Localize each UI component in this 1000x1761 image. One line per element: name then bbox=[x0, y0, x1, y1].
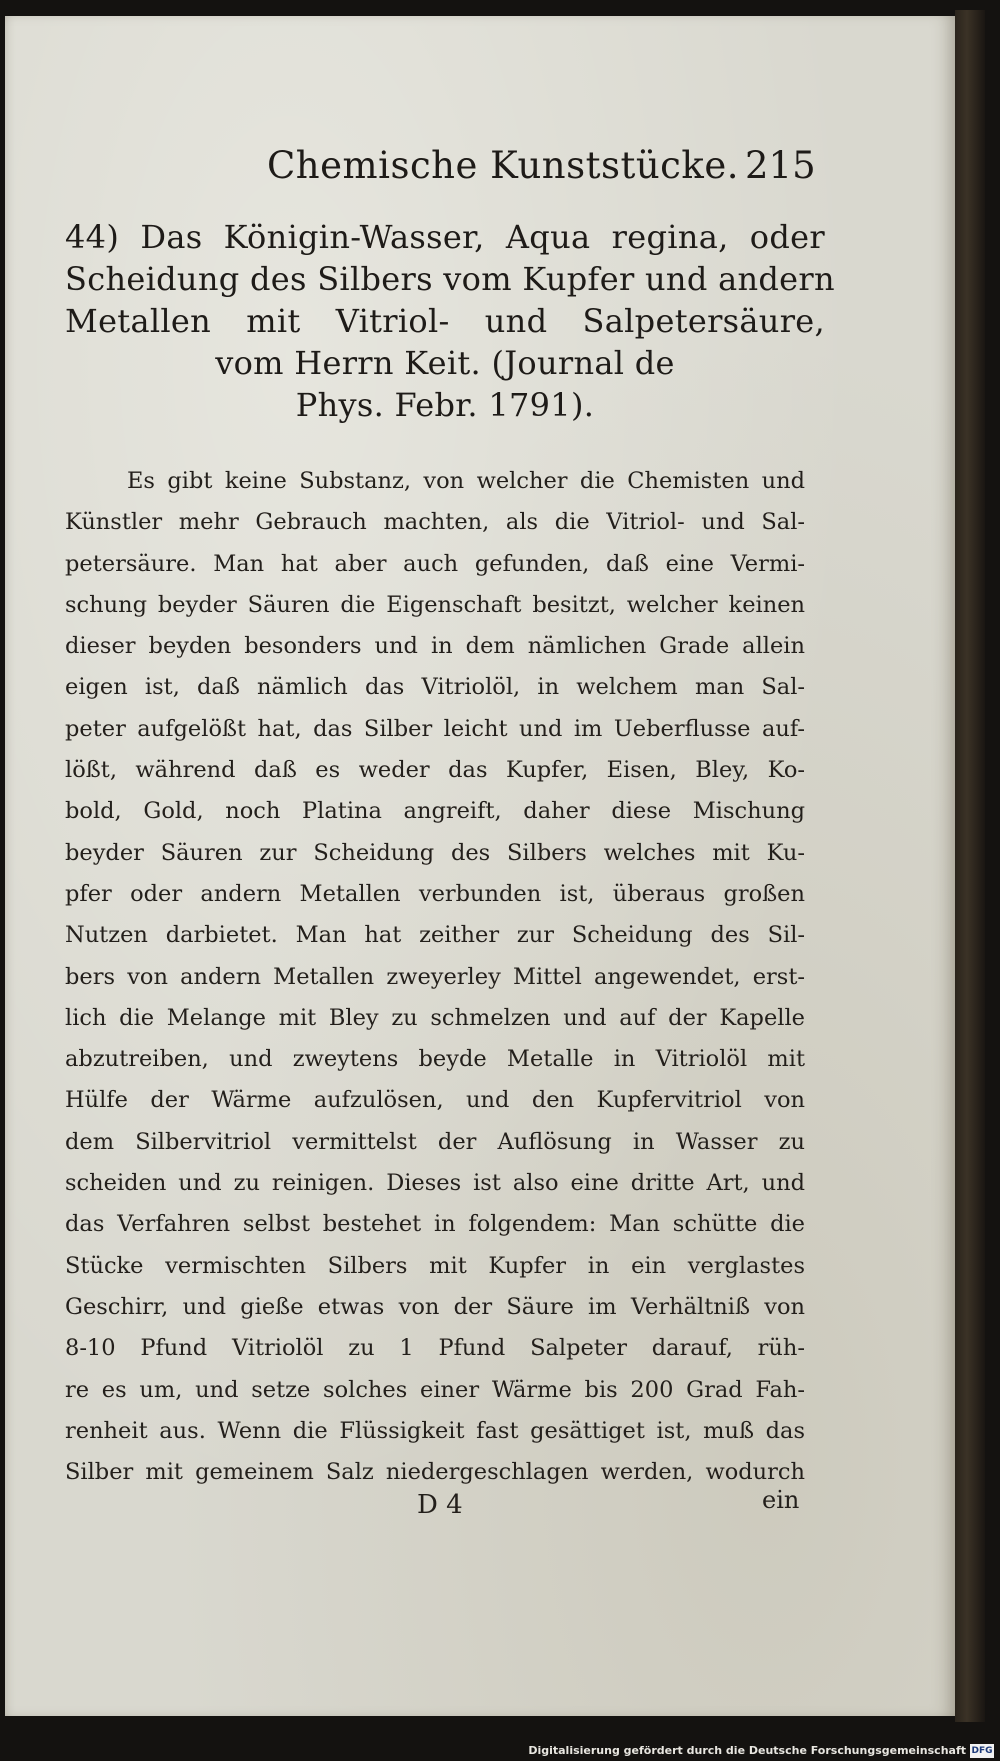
body-line: lich die Melange mit Bley zu schmelzen und auf der Kapelle bbox=[65, 1004, 805, 1031]
body-line: dieser beyden besonders und in dem nämlichen Grade allein bbox=[65, 633, 805, 660]
signature-mark: D 4 bbox=[417, 1490, 463, 1520]
body-line: Stücke vermischten Silbers mit Kupfer in ein verglastes bbox=[65, 1252, 805, 1279]
running-head bbox=[5, 144, 955, 194]
body-line: beyder Säuren zur Scheidung des Silbers welches mit Ku- bbox=[65, 839, 805, 866]
body-line: eigen ist, daß nämlich das Vitriolöl, in welchem man Sal- bbox=[65, 674, 805, 701]
body-line: Silber mit gemeinem Salz niedergeschlagen werden, wodurch bbox=[65, 1459, 805, 1486]
body-line: Geschirr, und gieße etwas von der Säure im Verhältniß von bbox=[65, 1293, 805, 1320]
body-line: Nutzen darbietet. Man hat zeither zur Scheidung des Sil- bbox=[65, 922, 805, 949]
heading-line: Scheidung des Silbers vom Kupfer und andern bbox=[65, 260, 835, 298]
body-line: 8-10 Pfund Vitriolöl zu 1 Pfund Salpeter darauf, rüh- bbox=[65, 1335, 805, 1362]
body-line: Hülfe der Wärme aufzulösen, und den Kupfervitriol von bbox=[65, 1087, 805, 1114]
body-line: peter aufgelößt hat, das Silber leicht und im Ueberflusse auf- bbox=[65, 715, 805, 742]
body-line: re es um, und setze solches einer Wärme bis 200 Grad Fah- bbox=[65, 1376, 805, 1403]
body-line: Es gibt keine Substanz, von welcher die Chemisten und bbox=[127, 468, 805, 494]
body-line: bers von andern Metallen zweyerley Mittel angewendet, erst- bbox=[65, 963, 805, 990]
book-page bbox=[5, 16, 955, 1716]
body-line: bold, Gold, noch Platina angreift, daher diese Mischung bbox=[65, 798, 805, 825]
body-line: schung beyder Säuren die Eigenschaft besitzt, welcher keinen bbox=[65, 591, 805, 618]
body-line: dem Silbervitriol vermittelst der Auflösung in Wasser zu bbox=[65, 1128, 805, 1155]
credit-text: Digitalisierung gefördert durch die Deutsche Forschungsgemeinschaft bbox=[528, 1744, 966, 1757]
book-edge bbox=[955, 10, 985, 1722]
body-line: scheiden und zu reinigen. Dieses ist also eine dritte Art, und bbox=[65, 1170, 805, 1197]
credit-bar bbox=[0, 1741, 1000, 1761]
body-text bbox=[65, 461, 805, 1493]
heading-line: Metallen mit Vitriol- und Salpetersäure, bbox=[65, 302, 825, 340]
body-line: das Verfahren selbst bestehet in folgendem: Man schütte die bbox=[65, 1211, 805, 1238]
heading-line: vom Herrn Keit. (Journal de bbox=[215, 344, 675, 382]
section-heading bbox=[65, 216, 835, 426]
body-line: renheit aus. Wenn die Flüssigkeit fast gesättiget ist, muß das bbox=[65, 1417, 805, 1444]
body-line: pfer oder andern Metallen verbunden ist, überaus großen bbox=[65, 880, 805, 907]
heading-line: Phys. Febr. 1791). bbox=[295, 386, 595, 424]
page-number: 215 bbox=[745, 144, 816, 187]
body-line: petersäure. Man hat aber auch gefunden, daß eine Vermi- bbox=[65, 550, 805, 577]
body-line: Künstler mehr Gebrauch machten, als die Vitriol- und Sal- bbox=[65, 509, 805, 536]
body-line: lößt, während daß es weder das Kupfer, Eisen, Bley, Ko- bbox=[65, 757, 805, 784]
body-line: abzutreiben, und zweytens beyde Metalle in Vitriolöl mit bbox=[65, 1046, 805, 1073]
heading-line: 44) Das Königin-Wasser, Aqua regina, oder bbox=[65, 218, 825, 256]
running-head-title: Chemische Kunststücke. bbox=[267, 144, 739, 187]
catchword: ein bbox=[762, 1486, 800, 1514]
dfg-logo-icon: DFG bbox=[971, 1746, 993, 1756]
